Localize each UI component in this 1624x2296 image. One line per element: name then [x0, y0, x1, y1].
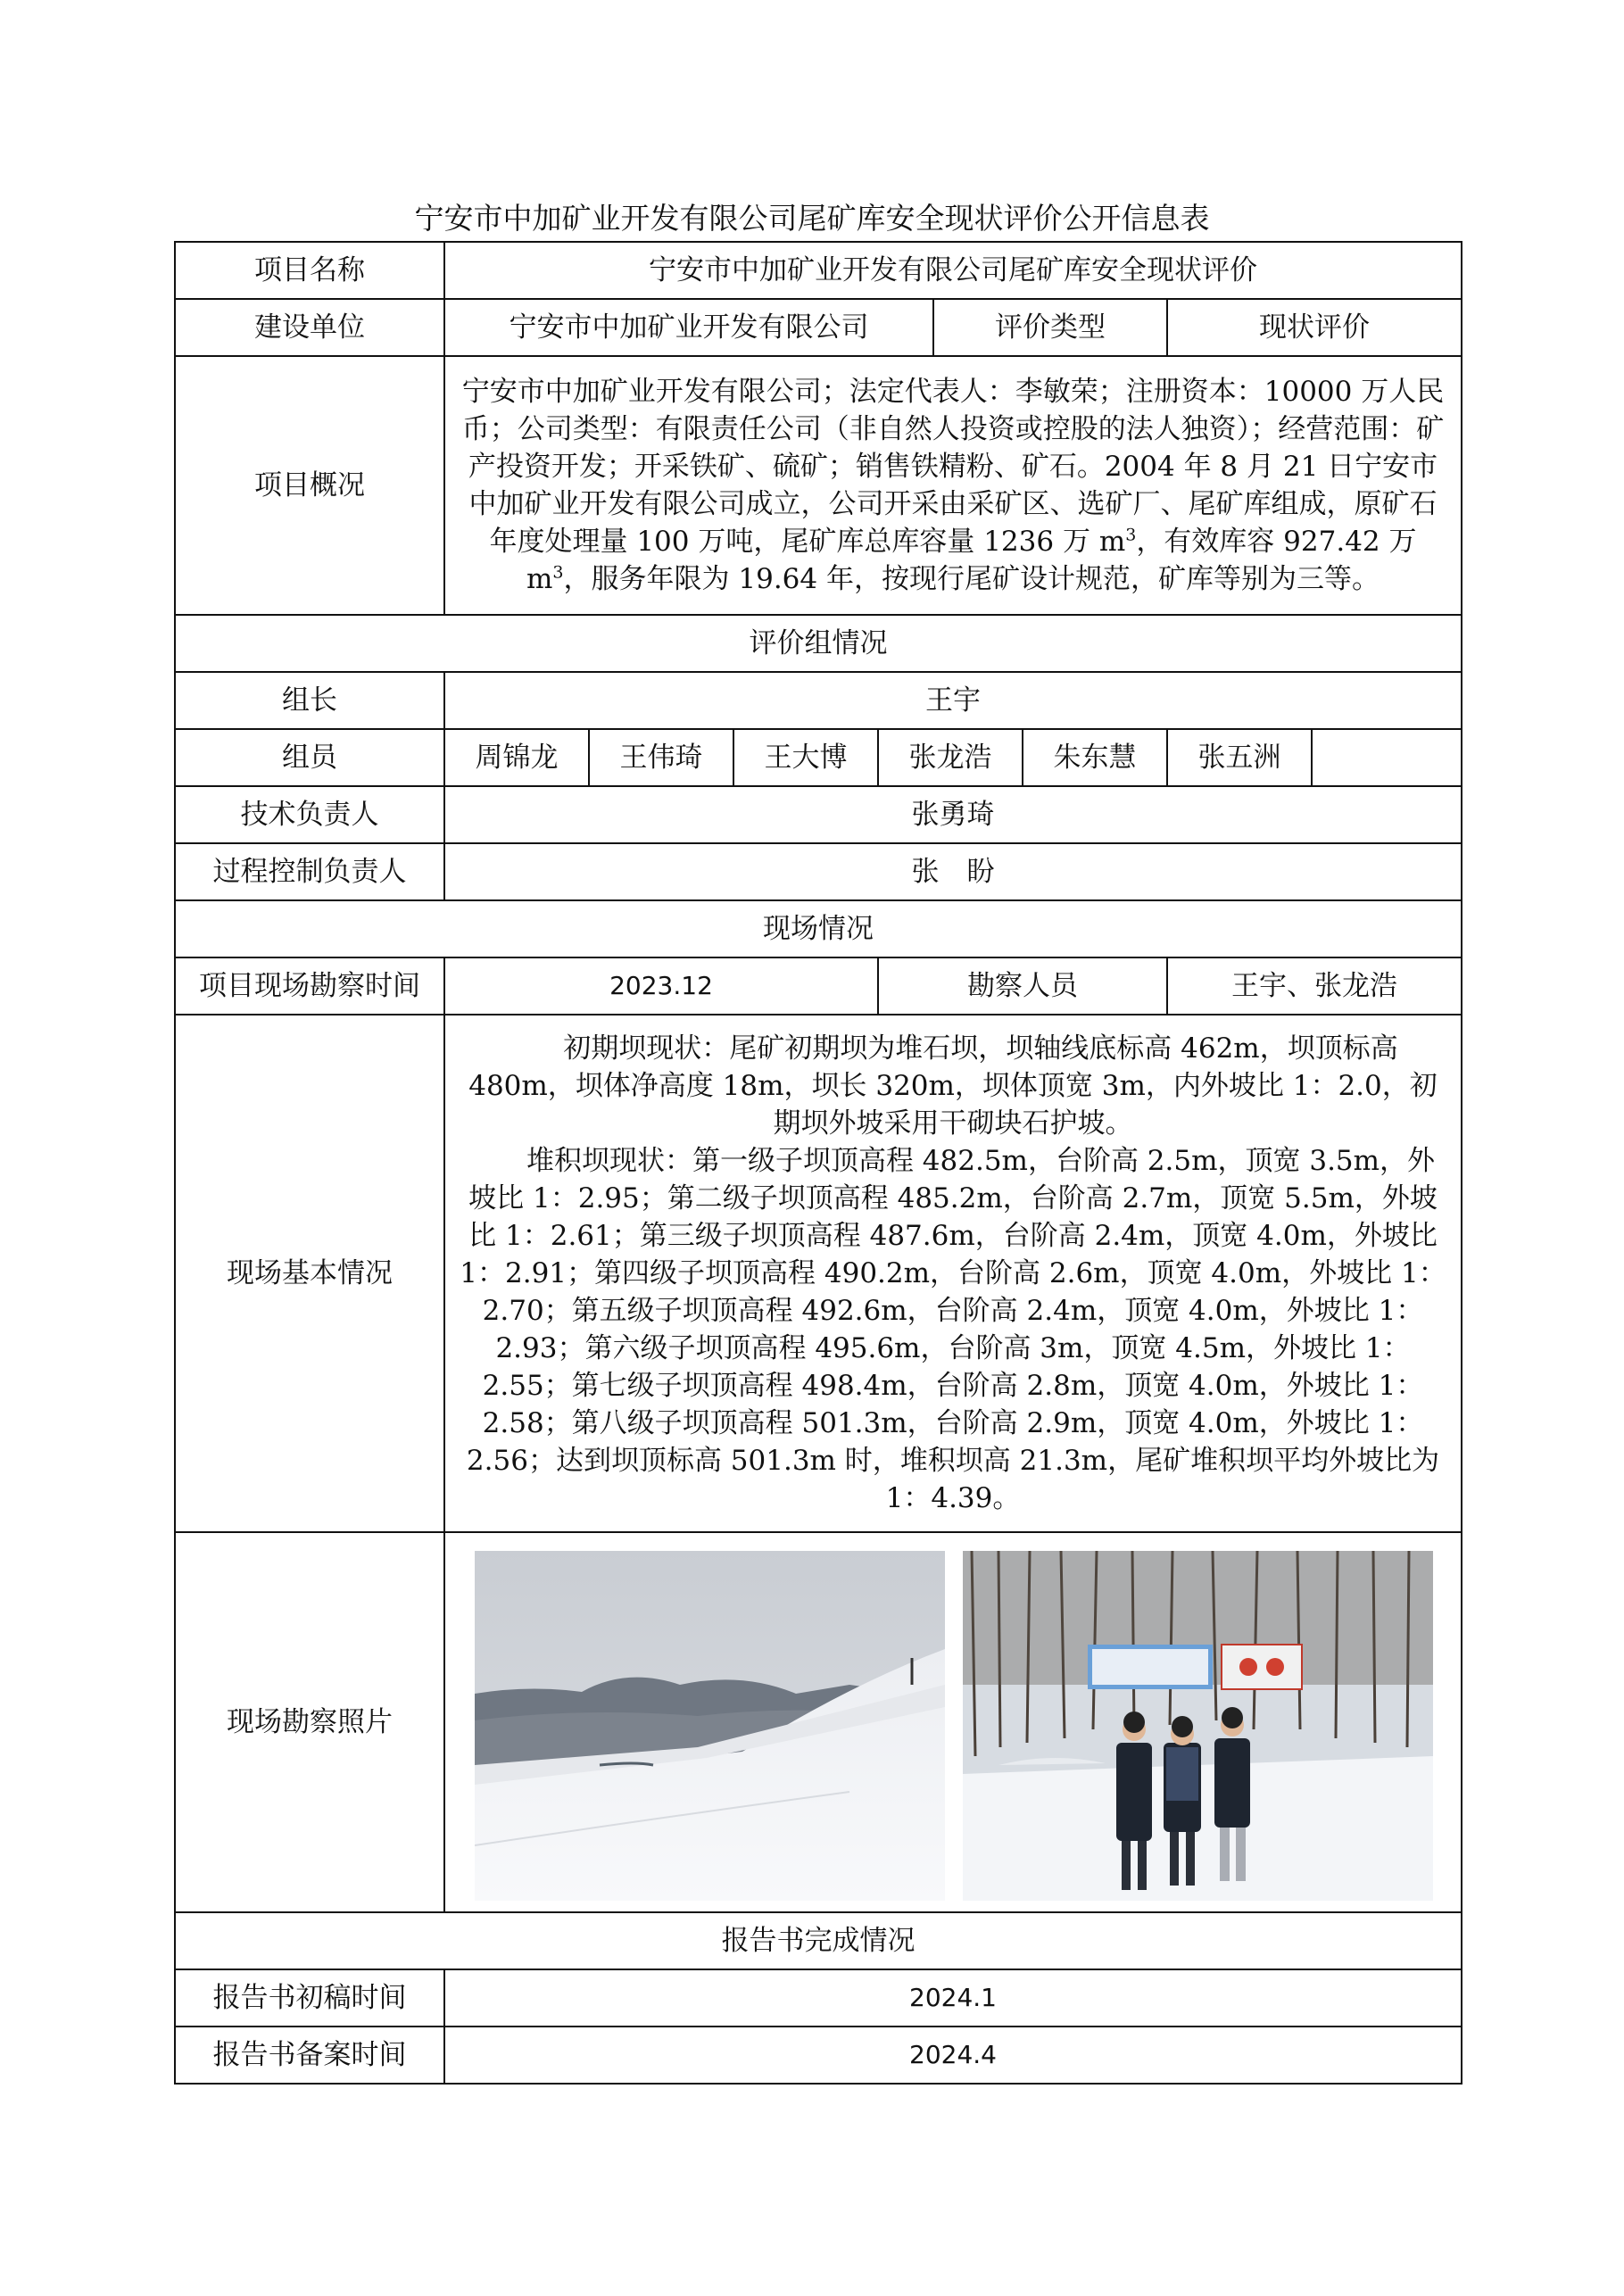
member-name-empty — [1312, 729, 1462, 786]
row-filing-time — [175, 2027, 1462, 2084]
member-name: 王大博 — [733, 729, 878, 786]
photos-label: 现场勘察照片 — [175, 1532, 444, 1912]
row-draft-time — [175, 1969, 1462, 2027]
row-project-name — [175, 242, 1462, 299]
construction-unit-label: 建设单位 — [175, 299, 444, 356]
construction-unit-value: 宁安市中加矿业开发有限公司 — [444, 299, 933, 356]
eval-type-label: 评价类型 — [933, 299, 1167, 356]
survey-time-label: 项目现场勘察时间 — [175, 957, 444, 1015]
site-basic-paragraph-1: 初期坝现状：尾矿初期坝为堆石坝，坝轴线底标高 462m，坝顶标高 480m，坝体净高度 18m，坝长 320m，坝体顶宽 3m，内外坡比 1：2.0，初期坝外坡采用干砌块石护坡。 — [468, 1032, 1438, 1140]
superscript-3: 3 — [1125, 525, 1137, 545]
row-survey — [175, 957, 1462, 1015]
overview-label: 项目概况 — [175, 356, 444, 615]
site-basic-paragraph-2: 堆积坝现状：第一级子坝顶高程 482.5m，台阶高 2.5m，顶宽 3.5m，外坡比 1：2.95；第二级子坝顶高程 485.2m，台阶高 2.7m，顶宽 5.5m，外坡比 1：2.61；第三级子坝顶高程 487.6m，台阶高 2.4m，顶宽 4.0m，外坡比 1：2.91；第四级子坝顶高程 490.2m，台阶高 2.6m，顶宽 4.0m，外坡比 1：2.70；第五级子坝顶高程 492.6m，台阶高 2.4m，顶宽 4.0m，外坡比 1：2.93；第六级子坝顶高程 495.6m，台阶高 3m，顶宽 4.5m，外坡比 1：2.55；第七级子坝顶高程 498.4m，台阶高 2.8m，顶宽 4.0m，外坡比 1：2.58；第八级子坝顶高程 501.3m，台阶高 2.9m，顶宽 4.0m，外坡比 1：2.56；达到坝顶标高 501.3m 时，堆积坝高 21.3m，尾矿堆积坝平均外坡比为 1：4.39。 — [460, 1145, 1446, 1514]
leader-value: 王宇 — [444, 672, 1462, 729]
snow-dam-image — [475, 1551, 945, 1901]
overview-text-part2: ，有效库容 927.42 万 m — [526, 526, 1417, 595]
member-name: 张龙浩 — [878, 729, 1023, 786]
overview-text-part3: ，服务年限为 19.64 年，按现行尾矿设计规范，矿库等别为三等。 — [563, 563, 1380, 595]
site-basic-text — [444, 1015, 1462, 1532]
eval-type-value: 现状评价 — [1167, 299, 1462, 356]
info-table — [174, 241, 1462, 2085]
row-team-section — [175, 615, 1462, 672]
project-name-value: 宁安市中加矿业开发有限公司尾矿库安全现状评价 — [444, 242, 1462, 299]
photos-cell — [444, 1532, 1462, 1912]
report-section-header: 报告书完成情况 — [175, 1912, 1462, 1969]
filing-time-label: 报告书备案时间 — [175, 2027, 444, 2084]
survey-team-image — [963, 1551, 1433, 1901]
member-name: 周锦龙 — [444, 729, 589, 786]
project-name-label: 项目名称 — [175, 242, 444, 299]
member-name: 朱东慧 — [1023, 729, 1167, 786]
site-photo-snow-dam — [475, 1551, 945, 1901]
row-process-lead — [175, 843, 1462, 900]
process-lead-label: 过程控制负责人 — [175, 843, 444, 900]
document-title: 宁安市中加矿业开发有限公司尾矿库安全现状评价公开信息表 — [414, 201, 1210, 236]
overview-text-part1: 宁安市中加矿业开发有限公司；法定代表人：李敏荣；注册资本：10000 万人民币；公司类型：有限责任公司（非自然人投资或控股的法人独资）；经营范围：矿产投资开发；开采铁矿、硫矿；销售铁精粉、矿石。2004 年 8 月 21 日宁安市中加矿业开发有限公司成立，公司开采由采矿区、选矿厂、尾矿库组成，原矿石年度处理量 100 万吨，尾矿库总库容量 1236 万 m — [461, 376, 1445, 558]
survey-staff-label: 勘察人员 — [878, 957, 1167, 1015]
survey-time-value: 2023.12 — [444, 957, 878, 1015]
member-name: 张五洲 — [1167, 729, 1312, 786]
row-construction-unit — [175, 299, 1462, 356]
row-site-basic — [175, 1015, 1462, 1532]
overview-text — [444, 356, 1462, 615]
site-photo-survey-team — [963, 1551, 1433, 1901]
row-photos — [175, 1532, 1462, 1912]
members-label: 组员 — [175, 729, 444, 786]
row-report-section — [175, 1912, 1462, 1969]
row-overview — [175, 356, 1462, 615]
survey-staff-value: 王宇、张龙浩 — [1167, 957, 1462, 1015]
process-lead-value: 张 盼 — [444, 843, 1462, 900]
site-basic-label: 现场基本情况 — [175, 1015, 444, 1532]
draft-time-label: 报告书初稿时间 — [175, 1969, 444, 2027]
leader-label: 组长 — [175, 672, 444, 729]
tech-lead-value: 张勇琦 — [444, 786, 1462, 843]
site-section-header: 现场情况 — [175, 900, 1462, 957]
draft-time-value: 2024.1 — [444, 1969, 1462, 2027]
superscript-3: 3 — [552, 562, 564, 583]
team-section-header: 评价组情况 — [175, 615, 1462, 672]
member-name: 王伟琦 — [589, 729, 733, 786]
row-site-section — [175, 900, 1462, 957]
tech-lead-label: 技术负责人 — [175, 786, 444, 843]
row-leader — [175, 672, 1462, 729]
filing-time-value: 2024.4 — [444, 2027, 1462, 2084]
row-members — [175, 729, 1462, 786]
row-tech-lead — [175, 786, 1462, 843]
